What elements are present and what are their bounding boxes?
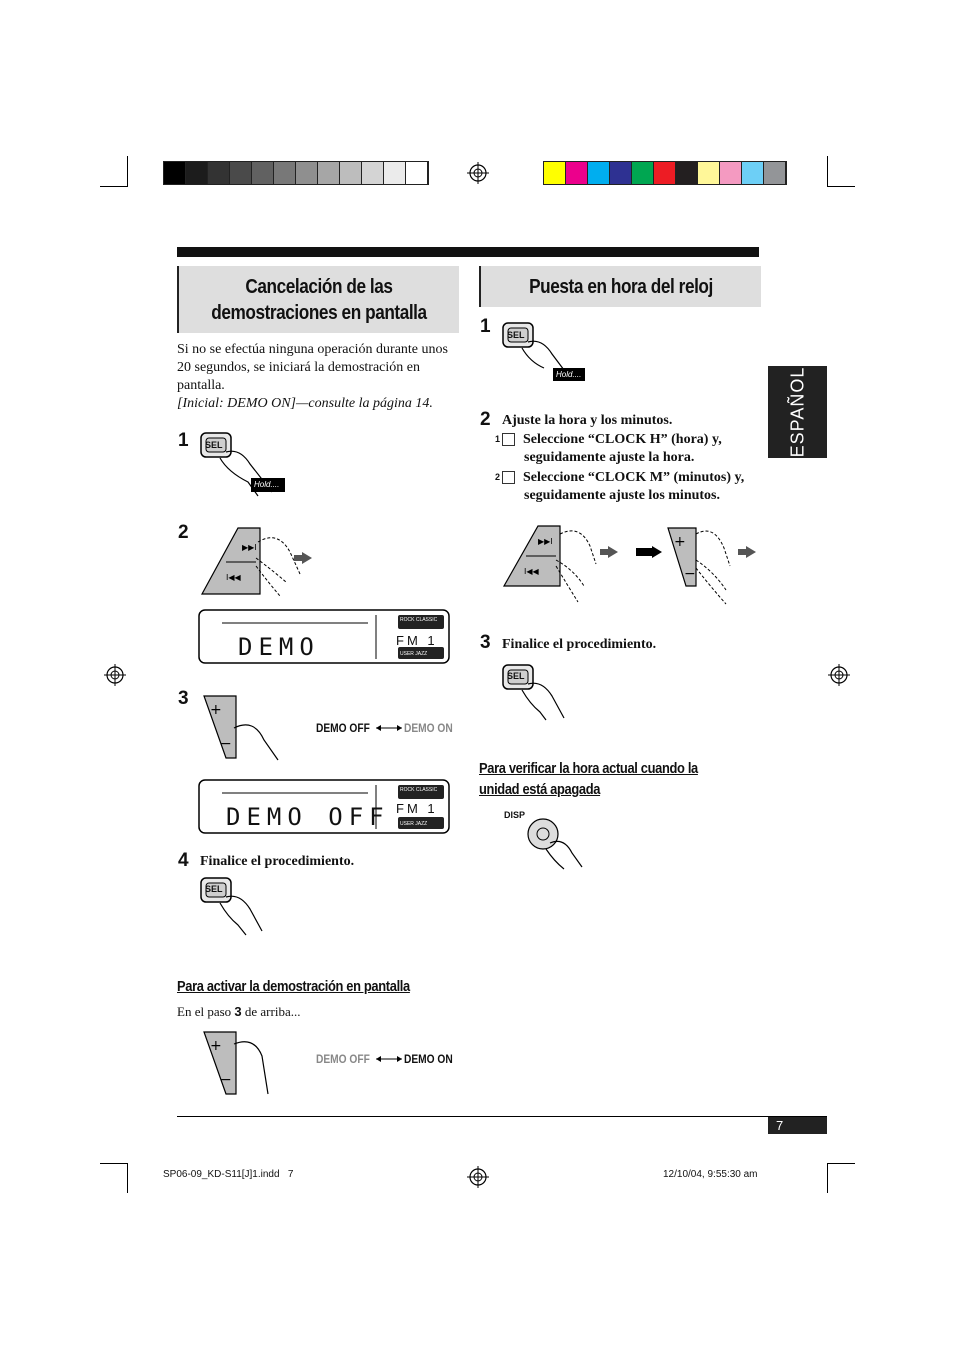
activate-demo-text xyxy=(177,1003,300,1021)
color-swatch xyxy=(230,162,252,184)
intro-note: [Inicial: DEMO ON]—consulte la página 14. xyxy=(177,396,433,411)
color-swatch xyxy=(566,162,588,184)
sel-label: SEL xyxy=(507,330,525,340)
left-section-header xyxy=(177,266,459,333)
registration-mark-icon xyxy=(467,1166,489,1188)
page-number: 7 xyxy=(776,1118,784,1133)
color-swatch xyxy=(208,162,230,184)
color-swatch xyxy=(164,162,186,184)
crop-mark xyxy=(127,1163,128,1193)
crop-mark xyxy=(827,1163,855,1164)
crop-mark xyxy=(827,156,828,186)
right-substep-1 xyxy=(494,431,784,467)
top-rule xyxy=(177,247,759,257)
svg-text:I◀◀: I◀◀ xyxy=(226,573,241,582)
substep-2-text: Seleccione “CLOCK M” (minutos) y, seguidamente ajuste los minutos. xyxy=(523,470,745,503)
sel-label: SEL xyxy=(205,884,223,894)
color-swatch xyxy=(274,162,296,184)
lcd2-text: DEMO OFF xyxy=(226,803,390,831)
substep-1-text: Seleccione “CLOCK H” (hora) y, seguidamente ajuste la hora. xyxy=(523,432,722,465)
svg-text:−: − xyxy=(220,1072,232,1088)
svg-text:▶▶I: ▶▶I xyxy=(242,543,257,552)
left-step-4-text: Finalice el procedimiento. xyxy=(200,854,355,869)
right-step-3-number: 3 xyxy=(480,632,491,653)
clock-adjust-illustration xyxy=(500,520,762,606)
sel-label: SEL xyxy=(205,440,223,450)
lcd1-tag-top: ROCK CLASSIC xyxy=(400,617,438,623)
crop-mark xyxy=(100,186,128,187)
demo-off-label-2: DEMO OFF xyxy=(316,1052,370,1066)
seek-button-press-icon xyxy=(198,522,323,598)
activate-text-pre: En el paso xyxy=(177,1004,232,1019)
intro-text: Si no se efectúa ninguna operación durante unos 20 segundos, se iniciará la demostración en pantalla. xyxy=(177,342,448,393)
crop-mark xyxy=(827,186,855,187)
disp-label: DISP xyxy=(504,810,526,820)
right-step-2-text: Ajuste la hora y los minutos. xyxy=(502,413,673,428)
svg-text:I◀◀: I◀◀ xyxy=(524,567,539,576)
color-swatch xyxy=(186,162,208,184)
color-swatch xyxy=(632,162,654,184)
crop-mark xyxy=(827,1163,828,1193)
color-swatch xyxy=(252,162,274,184)
toggle-arrow-icon xyxy=(374,1054,404,1064)
demo-on-label-2: DEMO ON xyxy=(404,1052,453,1066)
disp-button-press-icon xyxy=(524,815,588,873)
language-label: ESPAÑOL xyxy=(787,366,807,458)
substep-1-number: 1 xyxy=(502,433,515,446)
verify-heading-line2: unidad está apagada xyxy=(479,781,601,798)
lcd1-text: DEMO xyxy=(238,633,320,661)
demo-on-label: DEMO ON xyxy=(404,721,453,735)
color-swatch xyxy=(654,162,676,184)
right-step-2-number: 2 xyxy=(480,409,491,430)
substep-2-number: 2 xyxy=(502,471,515,484)
demo-off-label: DEMO OFF xyxy=(316,721,370,735)
toggle-arrow-icon xyxy=(374,723,404,733)
right-step-1-number: 1 xyxy=(480,316,491,337)
left-step-1-number: 1 xyxy=(178,430,189,451)
footer-filename: SP06-09_KD-S11[J]1.indd 7 xyxy=(163,1169,294,1180)
right-title: Puesta en hora del reloj xyxy=(529,276,713,298)
color-swatch xyxy=(384,162,406,184)
color-swatch xyxy=(742,162,764,184)
color-swatch xyxy=(698,162,720,184)
bottom-rule xyxy=(177,1116,827,1117)
color-swatch xyxy=(764,162,786,184)
color-bar xyxy=(543,161,787,185)
registration-mark-icon xyxy=(828,664,850,686)
right-step-3-text: Finalice el procedimiento. xyxy=(502,637,657,652)
hold-label: Hold.... xyxy=(254,480,280,489)
right-substep-2 xyxy=(494,469,784,505)
lcd2-tag-bottom: USER JAZZ xyxy=(400,821,428,827)
plus-minus-button-icon xyxy=(198,1026,298,1098)
lcd1-tag-bottom: USER JAZZ xyxy=(400,651,428,657)
right-section-header xyxy=(479,266,761,307)
color-swatch xyxy=(362,162,384,184)
svg-text:−: − xyxy=(220,736,232,752)
svg-text:+: + xyxy=(674,534,686,550)
sel-label: SEL xyxy=(507,671,525,681)
lcd2-mode: FM 1 xyxy=(396,801,438,816)
grayscale-bar xyxy=(163,161,429,185)
color-swatch xyxy=(720,162,742,184)
color-swatch xyxy=(610,162,632,184)
color-swatch xyxy=(296,162,318,184)
color-swatch xyxy=(676,162,698,184)
left-title-line1: Cancelación de las xyxy=(245,276,393,298)
svg-text:+: + xyxy=(210,1038,222,1054)
svg-text:−: − xyxy=(684,566,696,582)
lcd2-tag-top: ROCK CLASSIC xyxy=(400,787,438,793)
color-swatch xyxy=(588,162,610,184)
left-step-3-number: 3 xyxy=(178,688,189,709)
left-intro xyxy=(177,341,459,413)
activate-step-ref: 3 xyxy=(234,1004,242,1019)
page-number-tab xyxy=(768,1117,827,1134)
crop-mark xyxy=(100,1163,128,1164)
verify-heading-line1: Para verificar la hora actual cuando la xyxy=(479,760,698,777)
color-swatch xyxy=(340,162,362,184)
hold-label: Hold.... xyxy=(556,370,582,379)
color-swatch xyxy=(318,162,340,184)
activate-demo-heading: Para activar la demostración en pantalla xyxy=(177,978,410,995)
activate-text-post: de arriba... xyxy=(244,1004,301,1019)
left-step-4-number: 4 xyxy=(178,850,189,871)
color-swatch xyxy=(406,162,428,184)
left-title-line2: demostraciones en pantalla xyxy=(211,302,427,324)
footer-timestamp: 12/10/04, 9:55:30 am xyxy=(663,1169,758,1180)
svg-text:+: + xyxy=(210,702,222,718)
svg-text:▶▶I: ▶▶I xyxy=(538,537,553,546)
crop-mark xyxy=(127,156,128,186)
left-step-2-number: 2 xyxy=(178,522,189,543)
registration-mark-icon xyxy=(104,664,126,686)
color-swatch xyxy=(544,162,566,184)
plus-minus-button-icon xyxy=(198,690,298,762)
registration-mark-icon xyxy=(467,162,489,184)
lcd1-mode: FM 1 xyxy=(396,633,438,648)
